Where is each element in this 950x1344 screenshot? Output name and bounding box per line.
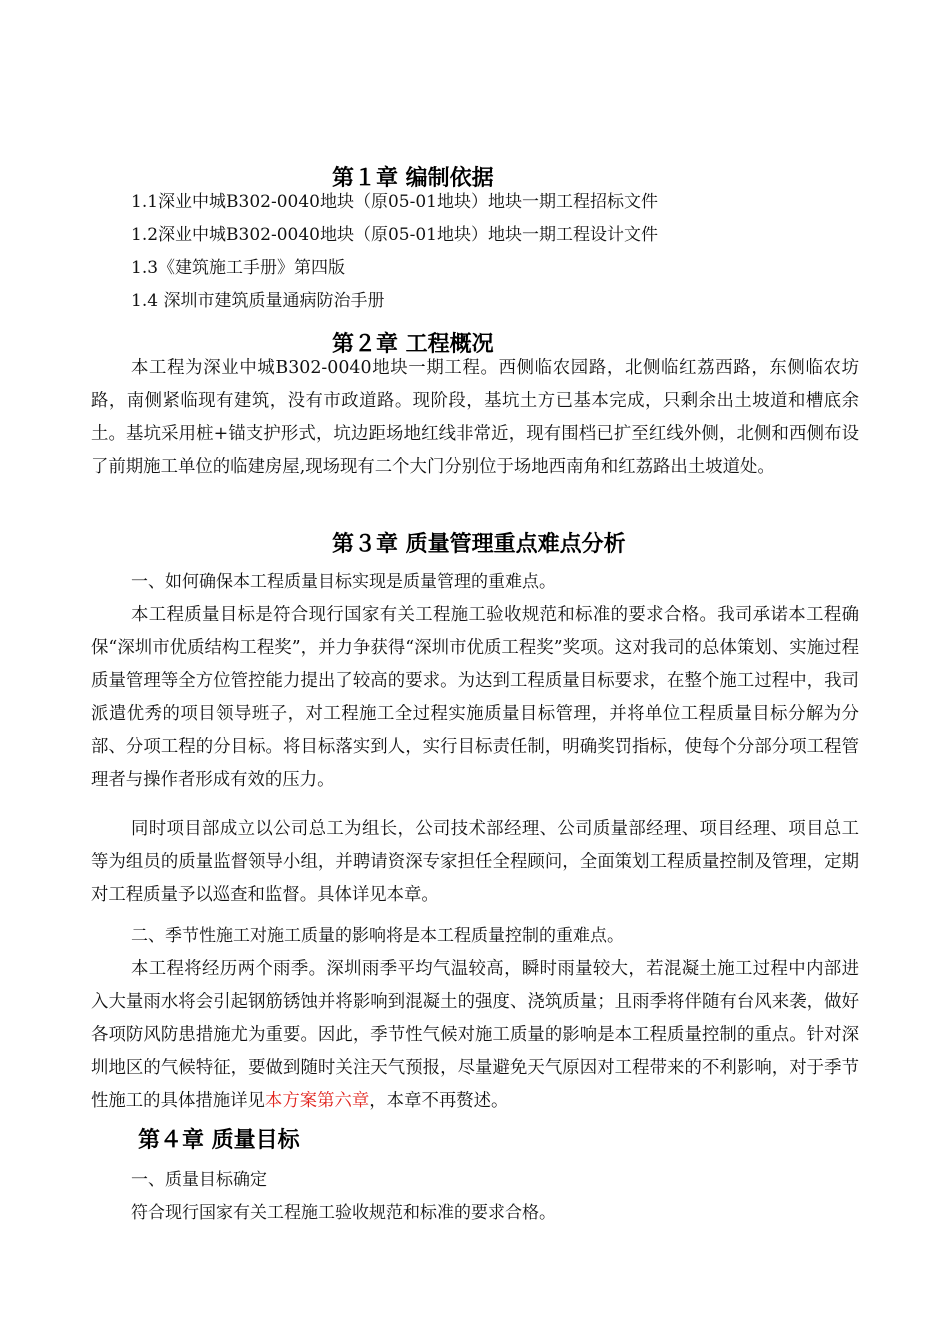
chapter-4-title: 第４章 质量目标 xyxy=(138,1128,300,1153)
seasonal-text-end: ，本章不再赘述。 xyxy=(369,1091,509,1111)
supervision-group-paragraph: 同时项目部成立以公司总工为组长，公司技术部经理、公司质量部经理、项目经理、项目总工等为组员的质量监督领导小组，并聘请资深专家担任全程顾问，全面策划工程质量控制及管理，定期对工程质量予以巡查和监督。具体详见本章。 xyxy=(91,819,859,905)
chapter-1-title: 第１章 编制依据 xyxy=(332,166,494,191)
chapter-3-title: 第３章 质量管理重点难点分析 xyxy=(332,532,626,557)
basis-item-4: 1.4 深圳市建筑质量通病防治手册 xyxy=(131,291,385,311)
difficulty-point-2: 二、季节性施工对施工质量的影响将是本工程质量控制的重难点。 xyxy=(131,926,624,946)
chapter-6-reference-link[interactable]: 本方案第六章 xyxy=(264,1091,370,1111)
basis-item-1: 1.1深业中城B302-0040地块（原05-01地块）地块一期工程招标文件 xyxy=(131,192,658,212)
seasonal-text-start: 本工程将经历两个雨季。深圳雨季平均气温较高，瞬时雨量较大，若混凝土施工过程中内部进入大量雨水将会引起钢筋锈蚀并将影响到混凝土的强度、浇筑质量；且雨季将伴随有台风来袭，做好各项防风防患措施尤为重要。因此，季节性气候对施工质量的影响是本工程质量控制的重点。针对深圳地区的气候特征，要做到随时关注天气预报，尽量避免天气原因对工程带来的不利影响，对于季节性施工的具体措施详见 xyxy=(91,959,859,1111)
basis-item-3: 1.3《建筑施工手册》第四版 xyxy=(131,258,346,278)
chapter-2-title: 第２章 工程概况 xyxy=(332,332,494,357)
basis-item-2: 1.2深业中城B302-0040地块（原05-01地块）地块一期工程设计文件 xyxy=(131,225,658,245)
quality-target-paragraph: 本工程质量目标是符合现行国家有关工程施工验收规范和标准的要求合格。我司承诺本工程确保“深圳市优质结构工程奖”，并力争获得“深圳市优质工程奖”奖项。这对我司的总体策划、实施过程质量管理等全方位管控能力提出了较高的要求。为达到工程质量目标要求，在整个施工过程中，我司派遣优秀的项目领导班子，对工程施工全过程实施质量目标管理，并将单位工程质量目标分解为分部、分项工程的分目标。将目标落实到人，实行目标责任制，明确奖罚指标，使每个分部分项工程管理者与操作者形成有效的压力。 xyxy=(91,605,859,790)
quality-goal-statement: 符合现行国家有关工程施工验收规范和标准的要求合格。 xyxy=(131,1203,556,1223)
difficulty-point-1: 一、如何确保本工程质量目标实现是质量管理的重难点。 xyxy=(131,572,556,592)
project-overview-paragraph: 本工程为深业中城B302-0040地块一期工程。西侧临农园路，北侧临红荔西路，东侧临农坊路，南侧紧临现有建筑，没有市政道路。现阶段，基坑土方已基本完成，只剩余出土坡道和槽底余土。基坑采用桩+锚支护形式，坑边距场地红线非常近，现有围档已扩至红线外侧，北侧和西侧布设了前期施工单位的临建房屋,现场现有二个大门分别位于场地西南角和红荔路出土坡道处。 xyxy=(91,358,859,477)
seasonal-construction-paragraph xyxy=(91,953,859,1118)
quality-goal-point-1: 一、质量目标确定 xyxy=(131,1170,267,1190)
